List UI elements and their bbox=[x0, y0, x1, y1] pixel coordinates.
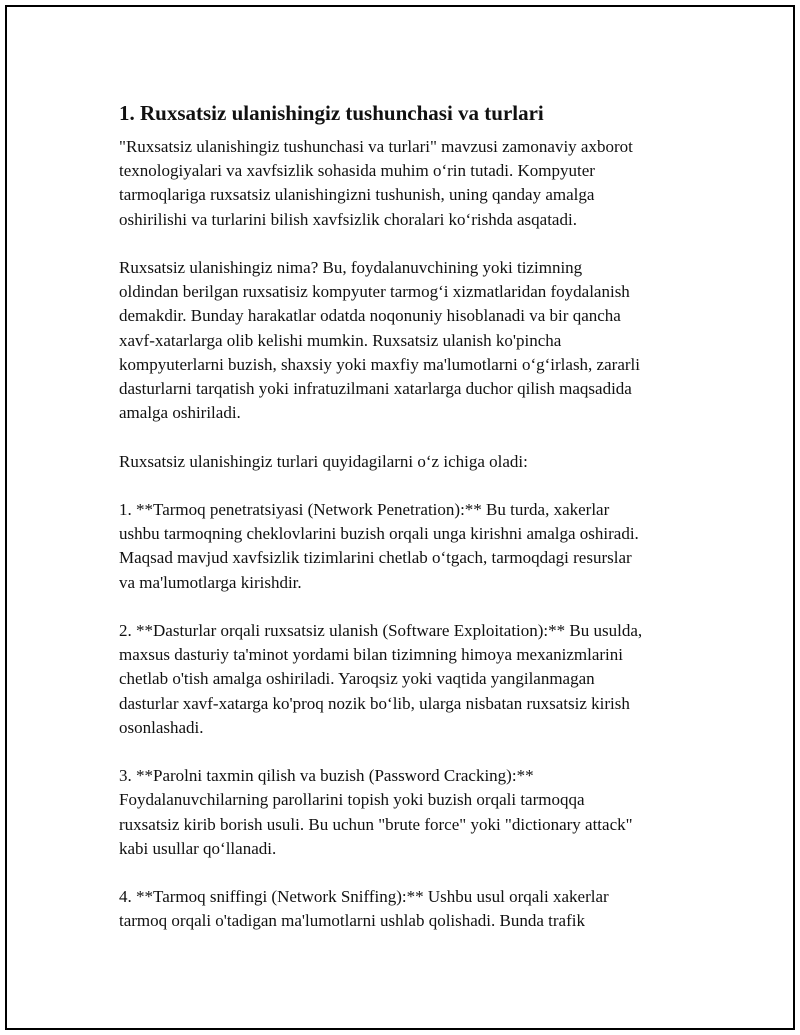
text-line: tarmoq orqali o'tadigan ma'lumotlarni ushlab qolishadi. Bunda trafik bbox=[119, 911, 585, 931]
text-line: ruxsatsiz kirib borish usuli. Bu uchun "brute force" yoki "dictionary attack" bbox=[119, 814, 633, 834]
paragraph-item-3 bbox=[119, 764, 699, 861]
text-line: texnologiyalari va xavfsizlik sohasida muhim o‘rin tutadi. Kompyuter bbox=[119, 161, 595, 181]
text-line: kabi usullar qo‘llanadi. bbox=[119, 838, 277, 858]
paragraph-item-4 bbox=[119, 885, 699, 933]
text-line: maxsus dasturiy ta'minot yordami bilan tizimning himoya mexanizmlarini bbox=[119, 645, 623, 665]
text-line: 2. **Dasturlar orqali ruxsatsiz ulanish (Software Exploitation):** Bu usulda, bbox=[119, 621, 643, 640]
document-body bbox=[119, 99, 699, 958]
text-line: amalga oshiriladi. bbox=[119, 403, 241, 423]
text-line: Maqsad mavjud xavfsizlik tizimlarini chetlab o‘tgach, tarmoqdagi resurslar bbox=[119, 548, 632, 568]
text-line: Foydalanuvchilarning parollarini topish yoki buzish orqali tarmoqqa bbox=[119, 790, 585, 810]
paragraph-intro bbox=[119, 135, 699, 232]
text-line: oshirilishi va turlarini bilish xavfsizlik choralari ko‘rishda asqatadi. bbox=[119, 209, 577, 229]
text-line: demakdir. Bunday harakatlar odatda noqonuniy hisoblanadi va bir qancha bbox=[119, 306, 621, 326]
text-line: tarmoqlariga ruxsatsiz ulanishingizni tushunish, uning qanday amalga bbox=[119, 185, 595, 205]
document-title: 1. Ruxsatsiz ulanishingiz tushunchasi va turlari bbox=[119, 101, 544, 125]
text-line: ushbu tarmoqning cheklovlarini buzish orqali unga kirishni amalga oshiradi. bbox=[119, 524, 639, 544]
text-line: chetlab o'tish amalga oshiriladi. Yaroqsiz yoki vaqtida yangilanmagan bbox=[119, 669, 595, 689]
text-line: va ma'lumotlarga kirishdir. bbox=[119, 572, 302, 592]
text-line: "Ruxsatsiz ulanishingiz tushunchasi va turlari" mavzusi zamonaviy axborot bbox=[119, 137, 633, 156]
page-frame bbox=[5, 5, 795, 1030]
text-line: 3. **Parolni taxmin qilish va buzish (Password Cracking):** bbox=[119, 766, 534, 786]
text-line: dasturlar xavf-xatarga ko'proq nozik bo‘lib, ularga nisbatan ruxsatsiz kirish bbox=[119, 693, 630, 713]
paragraph-item-1 bbox=[119, 498, 699, 595]
text-line: Ruxsatsiz ulanishingiz nima? Bu, foydalanuvchining yoki tizimning bbox=[119, 258, 583, 277]
text-line: kompyuterlarni buzish, shaxsiy yoki maxfiy ma'lumotlarni o‘g‘irlash, zararli bbox=[119, 354, 640, 374]
paragraph-item-2 bbox=[119, 619, 699, 740]
paragraph-types-intro bbox=[119, 450, 699, 474]
text-line: 1. **Tarmoq penetratsiyasi (Network Penetration):** Bu turda, xakerlar bbox=[119, 500, 610, 519]
text-line: dasturlarni tarqatish yoki infratuzilmani xatarlarga duchor qilish maqsadida bbox=[119, 379, 632, 399]
text-line: Ruxsatsiz ulanishingiz turlari quyidagilarni o‘z ichiga oladi: bbox=[119, 451, 528, 471]
text-line: 4. **Tarmoq sniffingi (Network Sniffing):** Ushbu usul orqali xakerlar bbox=[119, 887, 609, 907]
text-line: osonlashadi. bbox=[119, 717, 204, 737]
text-line: oldindan berilgan ruxsatisiz kompyuter tarmog‘i xizmatlaridan foydalanish bbox=[119, 282, 630, 302]
paragraph-definition bbox=[119, 256, 699, 425]
text-line: xavf-xatarlarga olib kelishi mumkin. Ruxsatsiz ulanish ko'pincha bbox=[119, 330, 562, 350]
